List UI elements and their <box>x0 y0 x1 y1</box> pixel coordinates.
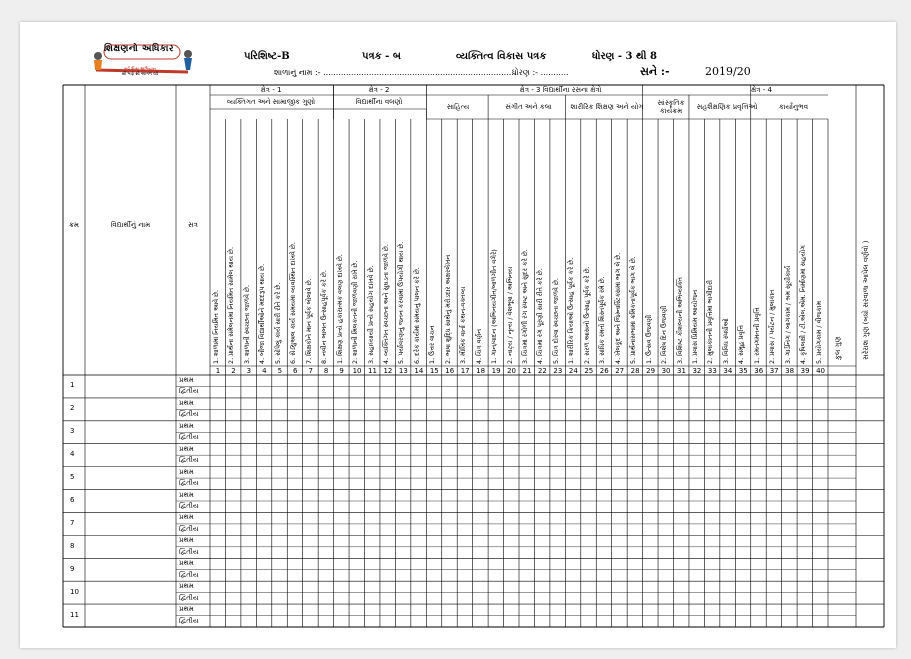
table-row-number: 10 <box>70 587 79 596</box>
item-number-25: 25 <box>584 367 594 375</box>
item-number-6: 6 <box>293 367 298 375</box>
semester-first: પ્રથમ <box>179 559 194 568</box>
item-number-10: 10 <box>352 367 362 375</box>
item-header-26: 3. સાંધિક રમતો શિસ્તપૂર્વક રમે છે. <box>598 276 607 364</box>
item-number-12: 12 <box>383 367 393 375</box>
appendix-label: પરિશિષ્ટ-B <box>244 51 290 62</box>
year-label: સને :- <box>640 65 670 78</box>
item-header-27: 4. ખેલકૂદ અને જિમ્નાસ્ટિક્સમાં ભાગ લે છે. <box>613 252 622 364</box>
item-header-12: 4. વ્યક્તિગત સ્વચ્છતા અને સુઘડતા જાળવે છે. <box>381 244 390 364</box>
item-number-35: 35 <box>738 367 748 375</box>
item-header-9: 1. શિક્ષણ પ્રત્યે હકારાત્મક વલણ દાખવે છે. <box>335 254 344 364</box>
table-row-number: 9 <box>70 564 75 573</box>
table-row-number: 8 <box>70 541 75 550</box>
item-number-18: 18 <box>476 367 486 375</box>
item-number-1: 1 <box>215 367 221 375</box>
semester-second: દ્વિતીય <box>179 547 199 556</box>
semester-second: દ્વિતીય <box>179 479 199 488</box>
item-header-5: 5. સોંપેલું કાર્ય સારી રીતે કરે છે. <box>273 282 282 364</box>
item-number-11: 11 <box>368 367 377 375</box>
semester-first: પ્રથમ <box>179 376 194 384</box>
item-number-8: 8 <box>323 367 329 375</box>
item-number-14: 14 <box>414 367 424 375</box>
item-header-28: 5. પ્રાર્થનાસભામાં ક્રમિકતાપૂર્વક ભાગ લે છે. <box>629 256 638 364</box>
item-number-13: 13 <box>398 367 408 375</box>
semester-first: પ્રથમ <box>179 513 194 522</box>
item-header-1: 1. શાળામાં નિયમિત આવે છે. <box>212 289 220 364</box>
semester-first: પ્રથમ <box>179 421 194 430</box>
year-value: 2019/20 <box>705 65 751 78</box>
area4-header: ક્ષેત્ર - 4 <box>751 85 772 94</box>
item-header-22: 4. ચિત્રમાં રંગ પૂરણી સારી રીતે કરે છે. <box>536 268 545 364</box>
item-header-14: 6. દરેક કાર્યમાં સમયનું પાલન કરે છે. <box>412 267 421 364</box>
item-number-27: 27 <box>615 367 625 375</box>
standard-field: ધોરણ :- ........... <box>512 68 569 77</box>
semester-first: પ્રથમ <box>179 536 194 545</box>
area3-physical-yoga: શારીરિક શિક્ષણ અને યોગ <box>570 103 644 111</box>
item-number-38: 38 <box>785 367 795 375</box>
table-row-number: 7 <box>70 518 75 527</box>
semester-second: દ્વિતીય <box>179 502 199 510</box>
item-number-40: 40 <box>816 367 825 375</box>
item-header-10: 2. શાળાની મિલકતની જાળવણી રાખે છે. <box>351 260 360 364</box>
item-header-3: 3. શાળાની સ્વચ્છતા જાળવે છે. <box>242 284 251 364</box>
item-number-22: 22 <box>537 367 547 375</box>
semester-first: પ્રથમ <box>179 398 194 407</box>
item-header-34: 3. વિવિધ સ્પર્ધાઓ <box>721 318 730 364</box>
item-header-25: 2. સરળ આસનો ઉત્સાહ પૂર્વક કરે છે. <box>582 266 591 364</box>
area4-work-experience: કાર્યાનુભવ <box>778 102 809 111</box>
table-row-number: 1 <box>70 381 75 390</box>
item-number-3: 3 <box>246 367 252 375</box>
semester-second: દ્વિતીય <box>179 570 199 579</box>
semester-second: દ્વિતીય <box>179 593 199 602</box>
form-label: પત્રક - બ <box>362 51 401 62</box>
item-number-5: 5 <box>277 367 283 375</box>
item-number-28: 28 <box>630 367 640 375</box>
area2-header: ક્ષેત્ર - 2 <box>368 85 390 94</box>
item-header-32: 1. પ્રવાસ પ્રિમિયમ આયોજન <box>690 289 699 364</box>
item-number-34: 34 <box>723 367 733 375</box>
table-row-number: 3 <box>70 427 75 436</box>
area3-literature: સાહિત્ય <box>446 102 470 111</box>
item-header-4: 4. બીજા વિદ્યાર્થીઓને મદદરૂપ થાય છે. <box>258 263 267 364</box>
semester-first: પ્રથમ <box>179 582 194 591</box>
item-header-16: 2. ભાષા શુદ્ધિ સાથેનું મરોડદાર અક્ષરલેખન <box>443 254 452 364</box>
col-header-total: કુલ ગુણ <box>834 336 842 360</box>
grade-label: ધોરણ - 3 થી 8 <box>592 51 657 62</box>
semester-first: પ્રથમ <box>179 444 194 453</box>
item-number-24: 24 <box>568 367 578 375</box>
item-number-26: 26 <box>599 367 609 375</box>
area3-music-art: સંગીત અને કલા <box>505 102 552 111</box>
item-header-7: 7. શિક્ષકોને માન પૂર્વક બોલાવે છે. <box>304 278 313 364</box>
item-number-16: 16 <box>445 367 455 375</box>
item-number-7: 7 <box>308 367 313 375</box>
item-header-18: 4. ચિત્ર વર્ણન <box>474 329 483 364</box>
item-header-23: 5. ચિત્ર દોરવા સ્વચ્છતા જાળવે છે. <box>551 278 560 364</box>
table-row-number: 4 <box>70 450 75 459</box>
table-row-number: 6 <box>70 496 75 504</box>
item-number-30: 30 <box>661 367 671 375</box>
item-header-20: 2. નાટ્ય / નૃત્ય / વેશભૂષા / અભિનય <box>505 266 514 364</box>
logo-subtitle-line1: સર્વ શિક્ષા અભિયાન <box>124 66 156 71</box>
logo-title: શિક્ષણનો અધિકાર <box>104 44 175 54</box>
semester-first: પ્રથમ <box>179 490 194 499</box>
item-number-20: 20 <box>507 367 516 375</box>
item-header-21: 3. ચિત્રમાં રંગોળી રંગ સ્પષ્ટ અને સુંદર કરે છે. <box>521 249 529 364</box>
col-header-student-name: વિદ્યાર્થીનું નામ <box>110 221 151 229</box>
col-header-semester: સત્ર <box>188 221 198 229</box>
item-header-6: 6. સેંડ્યુઅલ કાર્ય સમયમાં વ્યવસ્થિત દાખવે છે. <box>289 242 298 364</box>
item-header-35: 4. સમૂહ પ્રવૃત્તિ <box>737 325 746 364</box>
col-header-serial: ક્રમ <box>69 221 79 229</box>
item-header-37: 2. પ્રવાસ / પર્યટન / મુલાકાત <box>768 289 777 364</box>
item-number-23: 23 <box>553 367 563 375</box>
item-number-2: 2 <box>231 367 236 375</box>
item-header-13: 5. પર્યાવરણનું જતન કરવામાં ઉપયોગી થાય છે. <box>397 241 406 364</box>
logo-subtitle-line2: સૌ ભણે સૌ આગળ વધે <box>121 71 159 76</box>
item-number-32: 32 <box>692 367 702 375</box>
area1-subheader: વ્યક્તિગત અને સામાજીક ગુણો <box>226 97 316 106</box>
item-number-9: 9 <box>339 367 344 375</box>
col-header-overall-grade: સરેરાશ ગુણ (બધો સરવાળા આપેલ વર્ણવો ) <box>862 240 870 360</box>
semester-second: દ્વિતીય <box>179 456 199 465</box>
item-header-8: 8. નવીન બાબત ઉત્સાહપૂર્વક કરે છે. <box>320 270 329 364</box>
school-name-field: શાળાનું નામ :- ............................................................................ <box>274 68 517 77</box>
item-header-15: 1. ઉત્તર વાચન <box>428 325 437 364</box>
item-header-2: 2. પ્રાર્થના સંમેલનમાં નિયમિત સામેલ થાય છે. <box>227 247 236 364</box>
item-number-21: 21 <box>522 367 532 375</box>
semester-second: દ્વિતીય <box>179 387 199 396</box>
area3-cultural: સાંસ્કૃતિક કાર્યક્રમ <box>657 99 685 115</box>
item-number-17: 17 <box>460 367 470 375</box>
item-number-31: 31 <box>677 367 686 375</box>
area4-coactivities: સહશૈક્ષણિક પ્રવૃત્તિઓ <box>696 103 758 111</box>
item-header-17: 3. મૌખિક વાર્તા કથન-વક્તવ્ય <box>459 286 468 364</box>
item-header-29: 1. ઉત્સવ ઉજવણી <box>644 314 653 364</box>
area1-header: ક્ષેત્ર - 1 <box>260 85 282 94</box>
item-header-31: 3. વિશિષ્ટ કૌશલ્યની અભિવ્યક્તિ <box>675 277 684 364</box>
item-number-19: 19 <box>491 367 501 375</box>
semester-second: દ્વિતીય <box>179 524 199 533</box>
item-header-40: 5. પ્રયોગકામ / વીજકામ <box>814 300 823 364</box>
area2-subheader: વિદ્યાર્થીના વલણો <box>355 97 403 106</box>
page-title: વ્યક્તિત્વ વિકાસ પત્રક <box>456 51 547 62</box>
item-number-37: 37 <box>769 367 779 375</box>
semester-second: દ્વિતીય <box>179 616 199 625</box>
item-header-19: 1. ગાન/વાદન (અભિનયગીત/બાળગીત વગેરે) <box>490 249 499 364</box>
item-header-24: 1. શારીરિક ક્રિયાઓ ઉત્સાહ પૂર્વક કરે છે. <box>567 257 576 364</box>
item-number-15: 15 <box>429 367 439 375</box>
semester-second: દ્વિતીય <box>179 433 199 442</box>
semester-first: પ્રથમ <box>179 467 194 476</box>
item-number-29: 29 <box>646 367 656 375</box>
item-header-33: 2. મુલાકાતની પ્રવૃત્તિમાં ભાગીદારી <box>706 280 715 364</box>
item-header-38: 3. ગાર્ડનિંગ / બાગકામ / શ્રમ સૂચીકાર્ય <box>783 265 792 364</box>
item-header-39: 4. કૃષિલક્ષી / ટી.એલ.એમ. નિર્માણમાં સહયોગ <box>799 245 808 364</box>
item-number-39: 39 <box>800 367 810 375</box>
table-row-number: 5 <box>70 473 75 482</box>
item-header-30: 2. વિશેષ દિન ઉજવણી <box>660 305 669 364</box>
item-header-36: 1. રમતગમતની પ્રવૃત્તિ <box>752 307 761 364</box>
area3-header: ક્ષેત્ર - 3 વિદ્યાર્થીના રસના ક્ષેત્રો <box>519 85 602 94</box>
semester-second: દ્વિતીય <box>179 410 199 419</box>
semester-first: પ્રથમ <box>179 605 194 614</box>
item-number-36: 36 <box>754 367 764 375</box>
item-number-4: 4 <box>262 367 267 375</box>
item-header-11: 3. સહાધ્યાયી પ્રત્યે સહયોગ દાખવે છે. <box>366 265 375 364</box>
item-number-33: 33 <box>707 367 717 375</box>
table-row-number: 2 <box>70 404 75 413</box>
table-row-number: 11 <box>70 610 79 619</box>
